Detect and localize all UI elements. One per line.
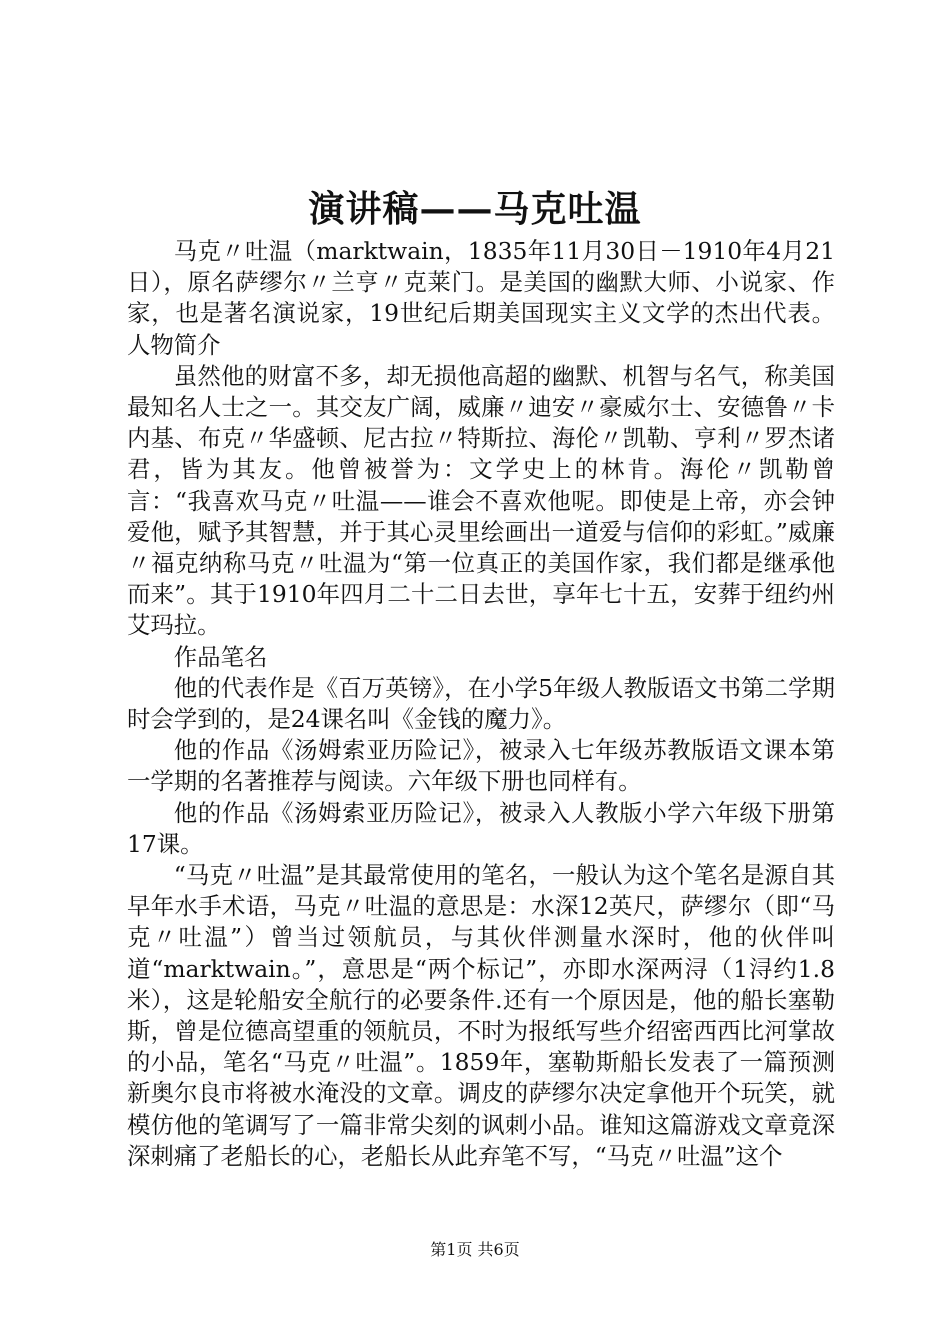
document-title: 演讲稿——马克吐温 <box>308 188 642 230</box>
paragraph-intro: 马克〃吐温（marktwain，1835年11月30日－1910年4月21日），原名萨缪尔〃兰亨〃克莱门。是美国的幽默大师、小说家、作家，也是著名演说家，19世纪后期美国现实主义文学的杰出代表。人物简介 <box>127 237 835 359</box>
paragraph-biography: 虽然他的财富不多，却无损他高超的幽默、机智与名气，称美国最知名人士之一。其交友广阔，威廉〃迪安〃豪威尔士、安德鲁〃卡内基、布克〃华盛顿、尼古拉〃特斯拉、海伦〃凯勒、亨利〃罗杰诸君，皆为其友。他曾被誉为：文学史上的林肯。海伦〃凯勒曾言：“我喜欢马克〃吐温——谁会不喜欢他呢。即使是上帝，亦会钟爱他，赋予其智慧，并于其心灵里绘画出一道爱与信仰的彩虹。”威廉〃福克纳称马克〃吐温为“第一位真正的美国作家，我们都是继承他而来”。其于1910年四月二十二日去世，享年七十五，安葬于纽约州艾玛拉。 <box>127 361 835 640</box>
paragraph-pen-name: “马克〃吐温”是其最常使用的笔名，一般认为这个笔名是源自其早年水手术语，马克〃吐温的意思是：水深12英尺，萨缪尔（即“马克〃吐温”）曾当过领航员，与其伙伴测量水深时，他的伙伴叫道“marktwain。”，意思是“两个标记”，亦即水深两浔（1浔约1.8米），这是轮船安全航行的必要条件.还有一个原因是，他的船长塞勒斯，曾是位德高望重的领航员，不时为报纸写些介绍密西西比河掌故的小品，笔名“马克〃吐温”。1859年，塞勒斯船长发表了一篇预测新奥尔良市将被水淹没的文章。调皮的萨缪尔决定拿他开个玩笑，就模仿他的笔调写了一篇非常尖刻的讽刺小品。谁知这篇游戏文章竟深深刺痛了老船长的心，老船长从此弃笔不写，“马克〃吐温”这个 <box>127 861 835 1170</box>
section-heading-works: 作品笔名 <box>173 642 268 671</box>
document-body <box>127 236 835 1172</box>
paragraph-million-pound-note: 他的代表作是《百万英镑》，在小学5年级人教版语文书第二学期时会学到的，是24课名叫《金钱的魔力》。 <box>127 673 835 734</box>
page-number-footer: 第1页 共6页 <box>430 1240 520 1259</box>
paragraph-tom-sawyer-sujiao: 他的作品《汤姆索亚历险记》，被录入七年级苏教版语文课本第一学期的名著推荐与阅读。六年级下册也同样有。 <box>127 736 835 796</box>
paragraph-tom-sawyer-renjiao: 他的作品《汤姆索亚历险记》，被录入人教版小学六年级下册第17课。 <box>127 798 835 858</box>
